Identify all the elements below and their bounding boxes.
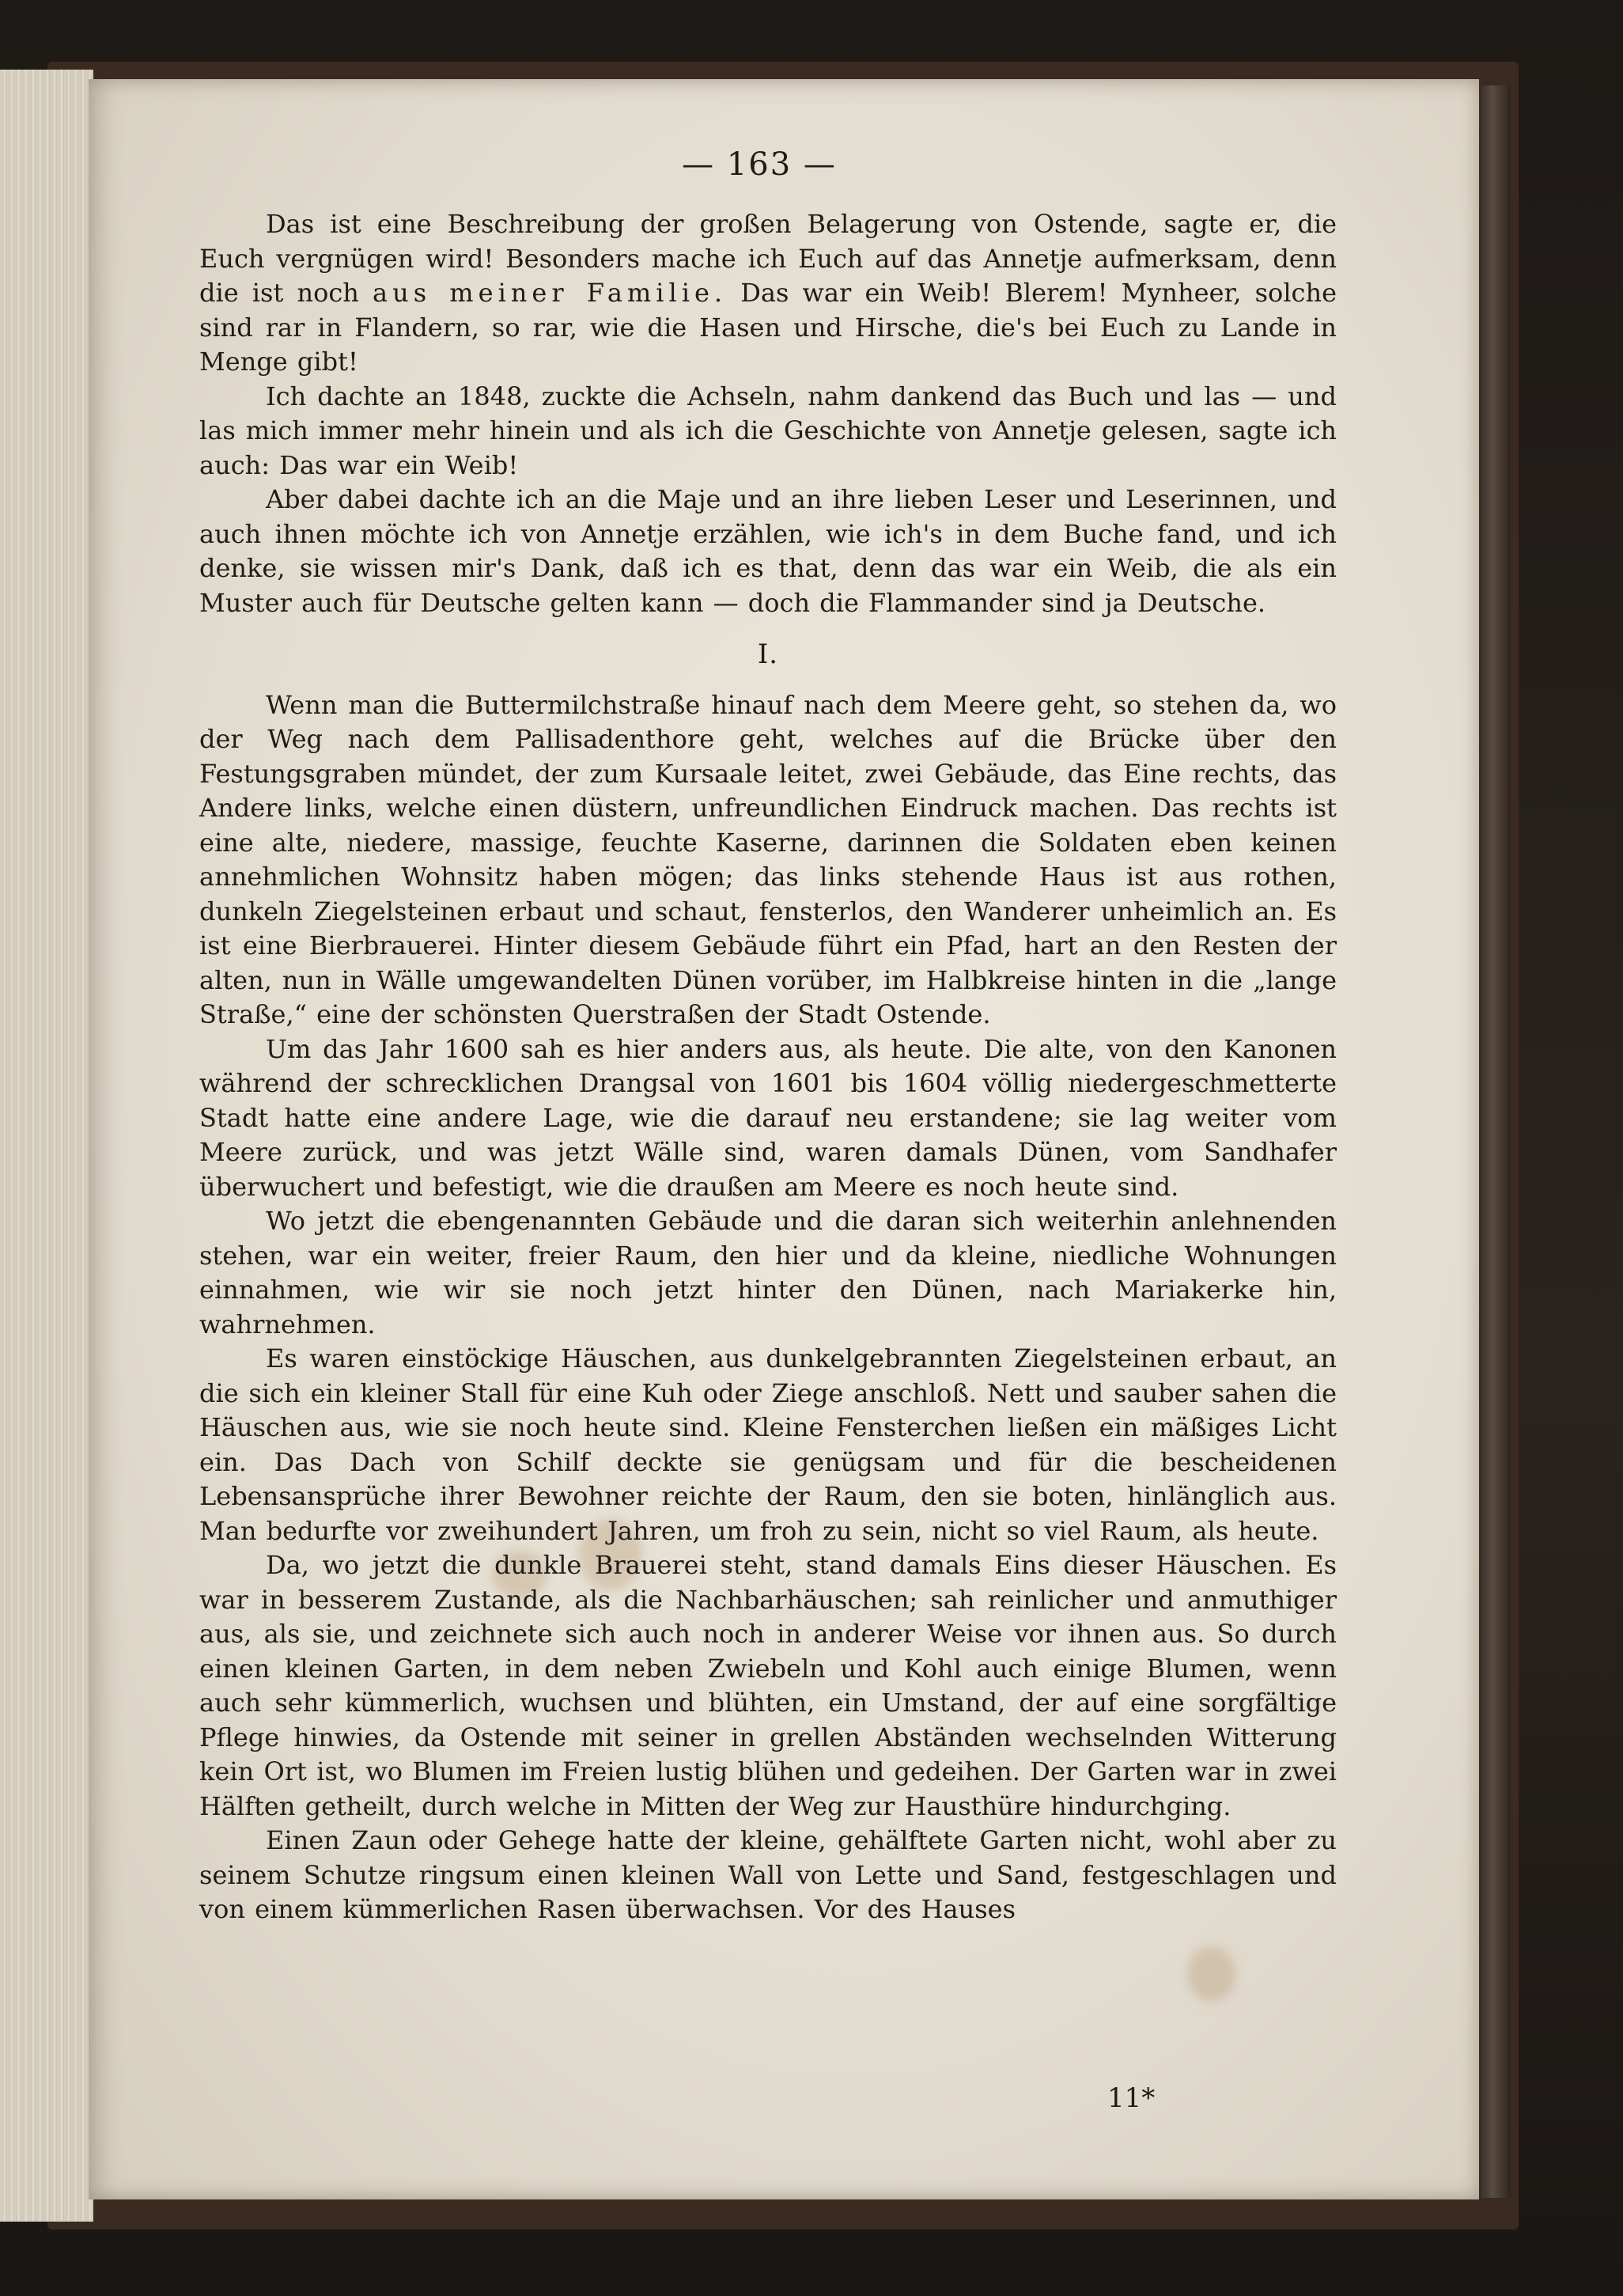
left-page-edges — [0, 70, 93, 2222]
intro-paragraph — [199, 207, 1337, 380]
section-paragraph: Es waren einstöckige Häuschen, aus dunkelgebrannten Ziegelsteinen erbaut, an die sich ein kleiner Stall für eine Kuh oder Ziege anschloß. Nett und sauber sahen die Häuschen aus, wie sie noch heute sind. Kleine Fensterchen ließen ein mäßiges Licht ein. Das Dach von Schilf deckte sie genügsam und für die bescheidenen Lebensansprüche ihrer Bewohner reichte der Raum, den sie boten, hinlänglich aus. Man bedurfte vor zweihundert Jahren, um froh zu sein, nicht so viel Raum, als heute. — [199, 1343, 1337, 1546]
intro-paragraph: Aber dabei dachte ich an die Maje und an ihre lieben Leser und Leserinnen, und auch ihnen möchte ich von Annetje erzählen, wie ich's in dem Buche fand, und ich denke, sie wissen mir's Dank, daß ich es that, denn das war ein Weib, die als ein Muster auch für Deutsche gelten kann — doch die Flammander sind ja Deutsche. — [199, 484, 1337, 618]
intro-paragraph: Ich dachte an 1848, zuckte die Achseln, nahm dankend das Buch und las — und las mich immer mehr hinein und als ich die Geschichte von Annetje gelesen, sagte ich auch: Das war ein Weib! — [199, 381, 1337, 480]
section-paragraph: Um das Jahr 1600 sah es hier anders aus, als heute. Die alte, von den Kanonen während der schrecklichen Drangsal von 1601 bis 1604 völlig niedergeschmetterte Stadt hatte eine andere Lage, wie die darauf neu erstandene; sie lag weiter vom Meere zurück, und was jetzt Wälle sind, waren damals Dünen, vom Sandhafer überwuchert und befestigt, wie die draußen am Meere es noch heute sind. — [199, 1033, 1337, 1202]
page-number: — 163 — — [682, 146, 837, 183]
body-text — [199, 207, 1337, 1927]
section-paragraph: Einen Zaun oder Gehege hatte der kleine, gehälftete Garten nicht, wohl aber zu seinem Schutze ringsum einen kleinen Wall von Lette und Sand, festgeschlagen und von einem kümmerlichen Rasen überwachsen. Vor des Hauses — [199, 1825, 1337, 1924]
paper-stain — [1188, 1946, 1235, 2002]
intro-paragraph-text: Das ist eine Beschreibung der großen Belagerung von Ostende, sagte er, die Euch vergnügen wird! Besonders mache ich Euch auf das Annetje aufmerksam, denn die ist noch — [199, 209, 1337, 308]
intro-paragraph-tail: Das war ein Weib! Blerem! Mynheer, solche sind rar in Flandern, so rar, wie die Hasen und Hirsche, die's bei Euch zu Lande in Menge gibt! — [199, 278, 1337, 377]
section-paragraph: Da, wo jetzt die dunkle Brauerei steht, stand damals Eins dieser Häuschen. Es war in besserem Zustande, als die Nachbarhäuschen; sah reinlicher und anmuthiger aus, als sie, und zeichnete sich auch noch in anderer Weise vor ihnen aus. So durch einen kleinen Garten, in dem neben Zwiebeln und Kohl auch einige Blumen, wenn auch sehr kümmerlich, wuchsen und blühten, ein Umstand, der auf eine sorgfältige Pflege hinwies, da Ostende mit seiner in grellen Abständen wechselnden Witterung kein Ort ist, wo Blumen im Freien lustig blühen und gedeihen. Der Garten war in zwei Hälften getheilt, durch welche in Mitten der Weg zur Hausthüre hindurchging. — [199, 1550, 1337, 1821]
section-heading: I. — [757, 638, 779, 670]
right-cover-edge — [1481, 85, 1511, 2198]
signature-mark: 11* — [1107, 2082, 1156, 2114]
section-paragraph: Wenn man die Buttermilchstraße hinauf nach dem Meere geht, so stehen da, wo der Weg nach dem Pallisadenthore geht, welches auf die Brücke über den Festungsgraben mündet, der zum Kursaale leitet, zwei Gebäude, das Eine rechts, das Andere links, welche einen düstern, unfreundlichen Eindruck machen. Das rechts ist eine alte, niedere, massige, feuchte Kaserne, darinnen die Soldaten eben keinen annehmlichen Wohnsitz haben mögen; das links stehende Haus ist aus rothen, dunkeln Ziegelsteinen erbaut und schaut, fensterlos, den Wanderer unheimlich an. Es ist eine Bierbrauerei. Hinter diesem Gebäude führt ein Pfad, hart an den Resten der alten, nun in Wälle umgewandelten Dünen vorüber, im Halbkreise hinten in die „lange Straße,“ eine der schönsten Querstraßen der Stadt Ostende. — [199, 689, 1337, 1029]
section-paragraph: Wo jetzt die ebengenannten Gebäude und die daran sich weiterhin anlehnenden stehen, war ein weiter, freier Raum, den hier und da kleine, niedliche Wohnungen einnahmen, wie wir sie noch jetzt hinter den Dünen, nach Mariakerke hin, wahrnehmen. — [199, 1206, 1337, 1339]
spaced-emphasis: aus meiner Familie. — [373, 278, 728, 308]
